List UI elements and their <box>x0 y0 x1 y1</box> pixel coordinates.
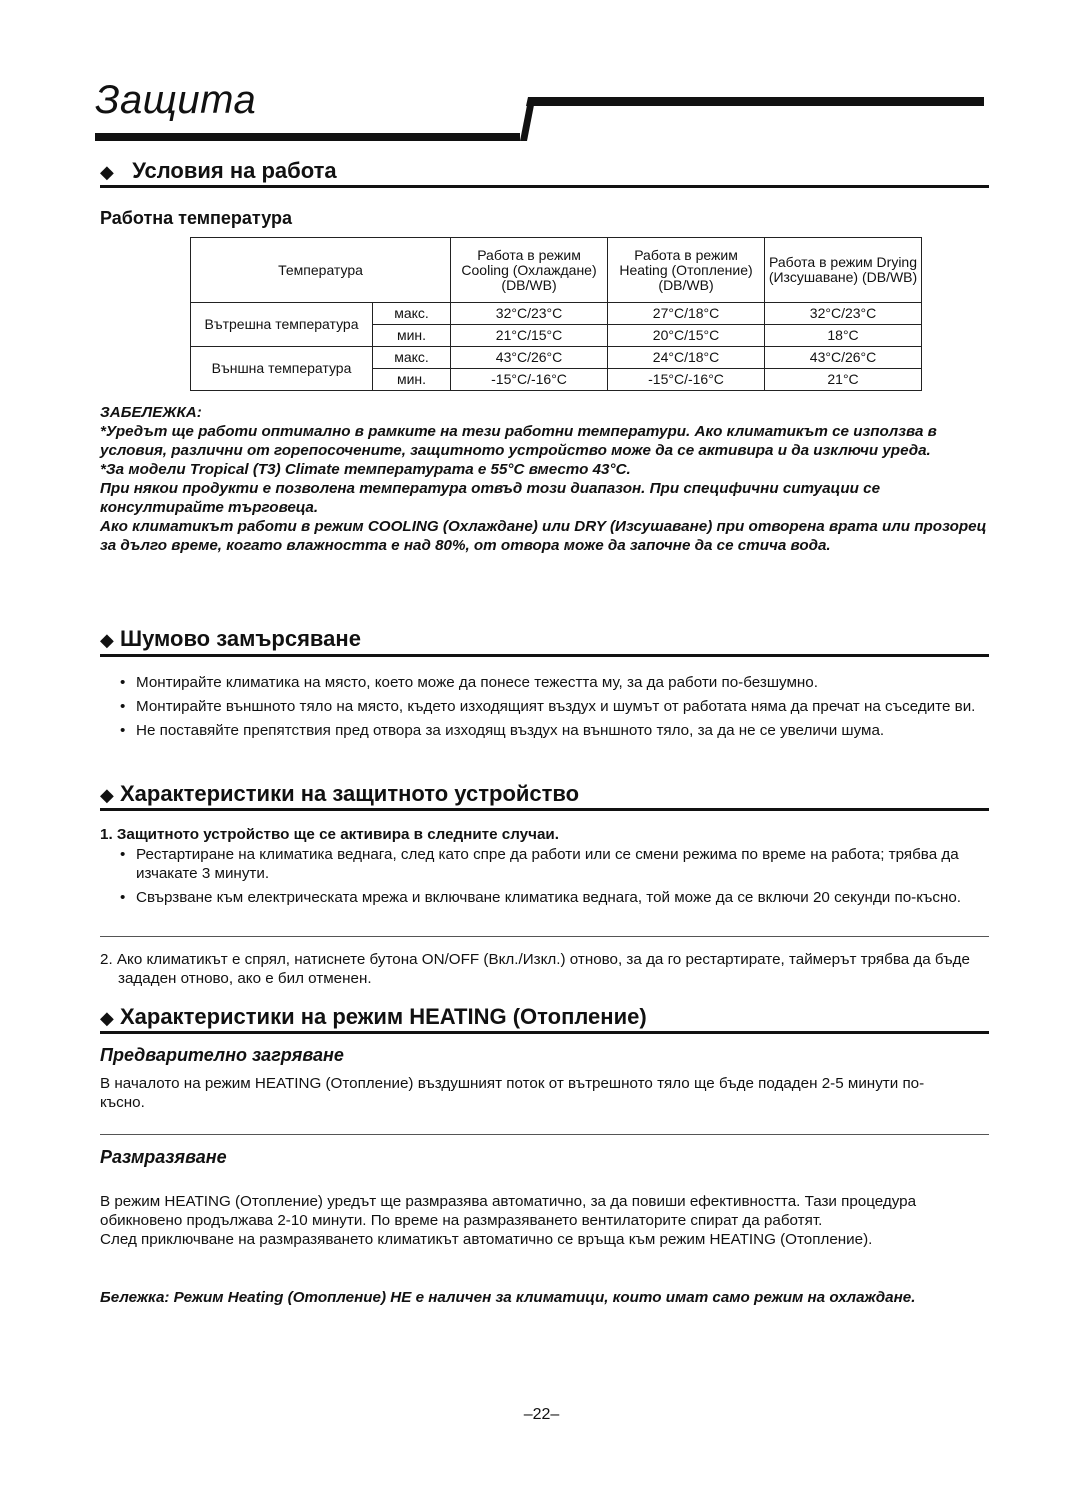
cell-drying: 18°C <box>765 325 922 347</box>
bullet-dot-icon: • <box>120 889 126 906</box>
defrost-text: В режим HEATING (Отопление) уредът ще размразява автоматично, за да повиши ефективността. Тази процедура обикновено продължава 2-10 минути. По време на размразяването вентилаторите спират да работят. След приключване на размразяването климатикът автоматично се връща към режим HEATING (Отопление). <box>100 1193 917 1248</box>
cell-cooling: 21°C/15°C <box>451 325 608 347</box>
cell-drying: 32°C/23°C <box>765 303 922 325</box>
noise-list <box>100 673 990 745</box>
cell-cooling: 43°C/26°C <box>451 347 608 369</box>
bullet-dot-icon: • <box>120 698 126 715</box>
row-limit: макс. <box>373 303 451 325</box>
section-rule <box>100 654 989 657</box>
temperature-table <box>190 237 922 391</box>
subheading-preheat: Предварително загряване <box>100 1045 344 1065</box>
protection-list <box>100 845 990 912</box>
operating-note <box>100 403 990 555</box>
heating-note: Бележка: Режим Heating (Отопление) НЕ е наличен за климатици, които имат само режим на охлаждане. <box>100 1289 916 1306</box>
diamond-bullet-icon: ◆ <box>100 162 114 182</box>
page-title: Защита <box>95 78 257 122</box>
list-item: • Свързване към електрическата мрежа и включване климатика веднага, той може да се включи 20 секунди по-късно. <box>120 889 962 906</box>
divider <box>100 1134 989 1135</box>
protection-item-2: 2. Ако климатикът е спрял, натиснете бутона ON/OFF (Вкл./Изкл.) отново, за да го рестартирате, таймерът трябва да бъде зададен отново, ако е бил отменен. <box>100 951 970 987</box>
bullet-dot-icon: • <box>120 674 126 691</box>
header-drying: Работа в режим Drying (Изсушаване) (DB/WB) <box>765 238 922 303</box>
title-bar-decoration <box>0 0 1083 150</box>
list-item: • Монтирайте външното тяло на място, където изходящият въздух и шумът от работата няма да пречат на съседите ви. <box>120 698 976 715</box>
note-label: ЗАБЕЛЕЖКА: <box>100 404 202 421</box>
note-line: Ако климатикът работи в режим COOLING (Охлаждане) или DRY (Изсушаване) при отворена врата или прозорец за дълго време, когато влажността е над 80%, от отвора може да започне да се стича вода. <box>100 518 987 554</box>
diamond-bullet-icon: ◆ <box>100 630 114 650</box>
cell-cooling: -15°C/-16°C <box>451 369 608 391</box>
row-limit: мин. <box>373 325 451 347</box>
note-line: При някои продукти е позволена температура отвъд този диапазон. При специфични ситуации се консултирайте търговеца. <box>100 480 881 516</box>
section-heading-heating: ◆ Характеристики на режим HEATING (Отопление) <box>100 1004 647 1029</box>
diamond-bullet-icon: ◆ <box>100 785 114 805</box>
section-rule <box>100 1031 989 1034</box>
table-row <box>191 303 922 325</box>
table-header-row <box>191 238 922 303</box>
page-number: –22– <box>523 1406 560 1423</box>
row-group-indoor: Вътрешна температура <box>191 303 373 347</box>
subheading-defrost: Размразяване <box>100 1147 227 1167</box>
bullet-dot-icon: • <box>120 722 126 739</box>
section-heading-protection: ◆ Характеристики на защитното устройство <box>100 781 580 806</box>
row-group-outdoor: Външна температура <box>191 347 373 391</box>
header-cooling: Работа в режим Cooling (Охлаждане) (DB/WB) <box>451 238 608 303</box>
section-rule <box>100 808 989 811</box>
divider <box>100 936 989 937</box>
cell-drying: 21°C <box>765 369 922 391</box>
header-temperature: Температура <box>191 238 451 303</box>
cell-heating: 24°C/18°C <box>608 347 765 369</box>
section-heading-operating: ◆ Условия на работа <box>100 158 337 183</box>
list-item: • Рестартиране на климатика веднага, след като спре да работи или се смени режима по време на работа; трябва да изчакате 3 минути. <box>120 846 959 882</box>
list-item: • Монтирайте климатика на място, което може да понесе тежестта му, за да работи по-безшумно. <box>120 674 818 691</box>
table-row <box>191 347 922 369</box>
subheading-operating-temperature: Работна температура <box>100 208 292 228</box>
cell-heating: -15°C/-16°C <box>608 369 765 391</box>
cell-drying: 43°C/26°C <box>765 347 922 369</box>
cell-heating: 27°C/18°C <box>608 303 765 325</box>
protection-item-1: 1. Защитното устройство ще се активира в следните случаи. <box>100 826 559 843</box>
cell-cooling: 32°C/23°C <box>451 303 608 325</box>
section-heading-noise: ◆ Шумово замърсяване <box>100 626 361 651</box>
row-limit: мин. <box>373 369 451 391</box>
header-heating: Работа в режим Heating (Отопление) (DB/WB) <box>608 238 765 303</box>
note-line: *Уредът ще работи оптимално в рамките на тези работни температури. Ако климатикът се използва в условия, различни от горепосочените, защитното устройство може да се активира и да изключи уреда. <box>100 423 937 459</box>
diamond-bullet-icon: ◆ <box>100 1008 114 1028</box>
list-item: • Не поставяйте препятствия пред отвора за изходящ въздух на външното тяло, за да не се увеличи шума. <box>120 722 885 739</box>
note-line: *За модели Tropical (T3) Climate температурата е 55°C вместо 43°C. <box>100 461 631 478</box>
preheat-text: В началото на режим HEATING (Отопление) въздушният поток от вътрешното тяло ще бъде подаден 2-5 минути по-късно. <box>100 1075 925 1111</box>
row-limit: макс. <box>373 347 451 369</box>
cell-heating: 20°C/15°C <box>608 325 765 347</box>
bullet-dot-icon: • <box>120 846 126 863</box>
section-rule <box>100 185 989 188</box>
